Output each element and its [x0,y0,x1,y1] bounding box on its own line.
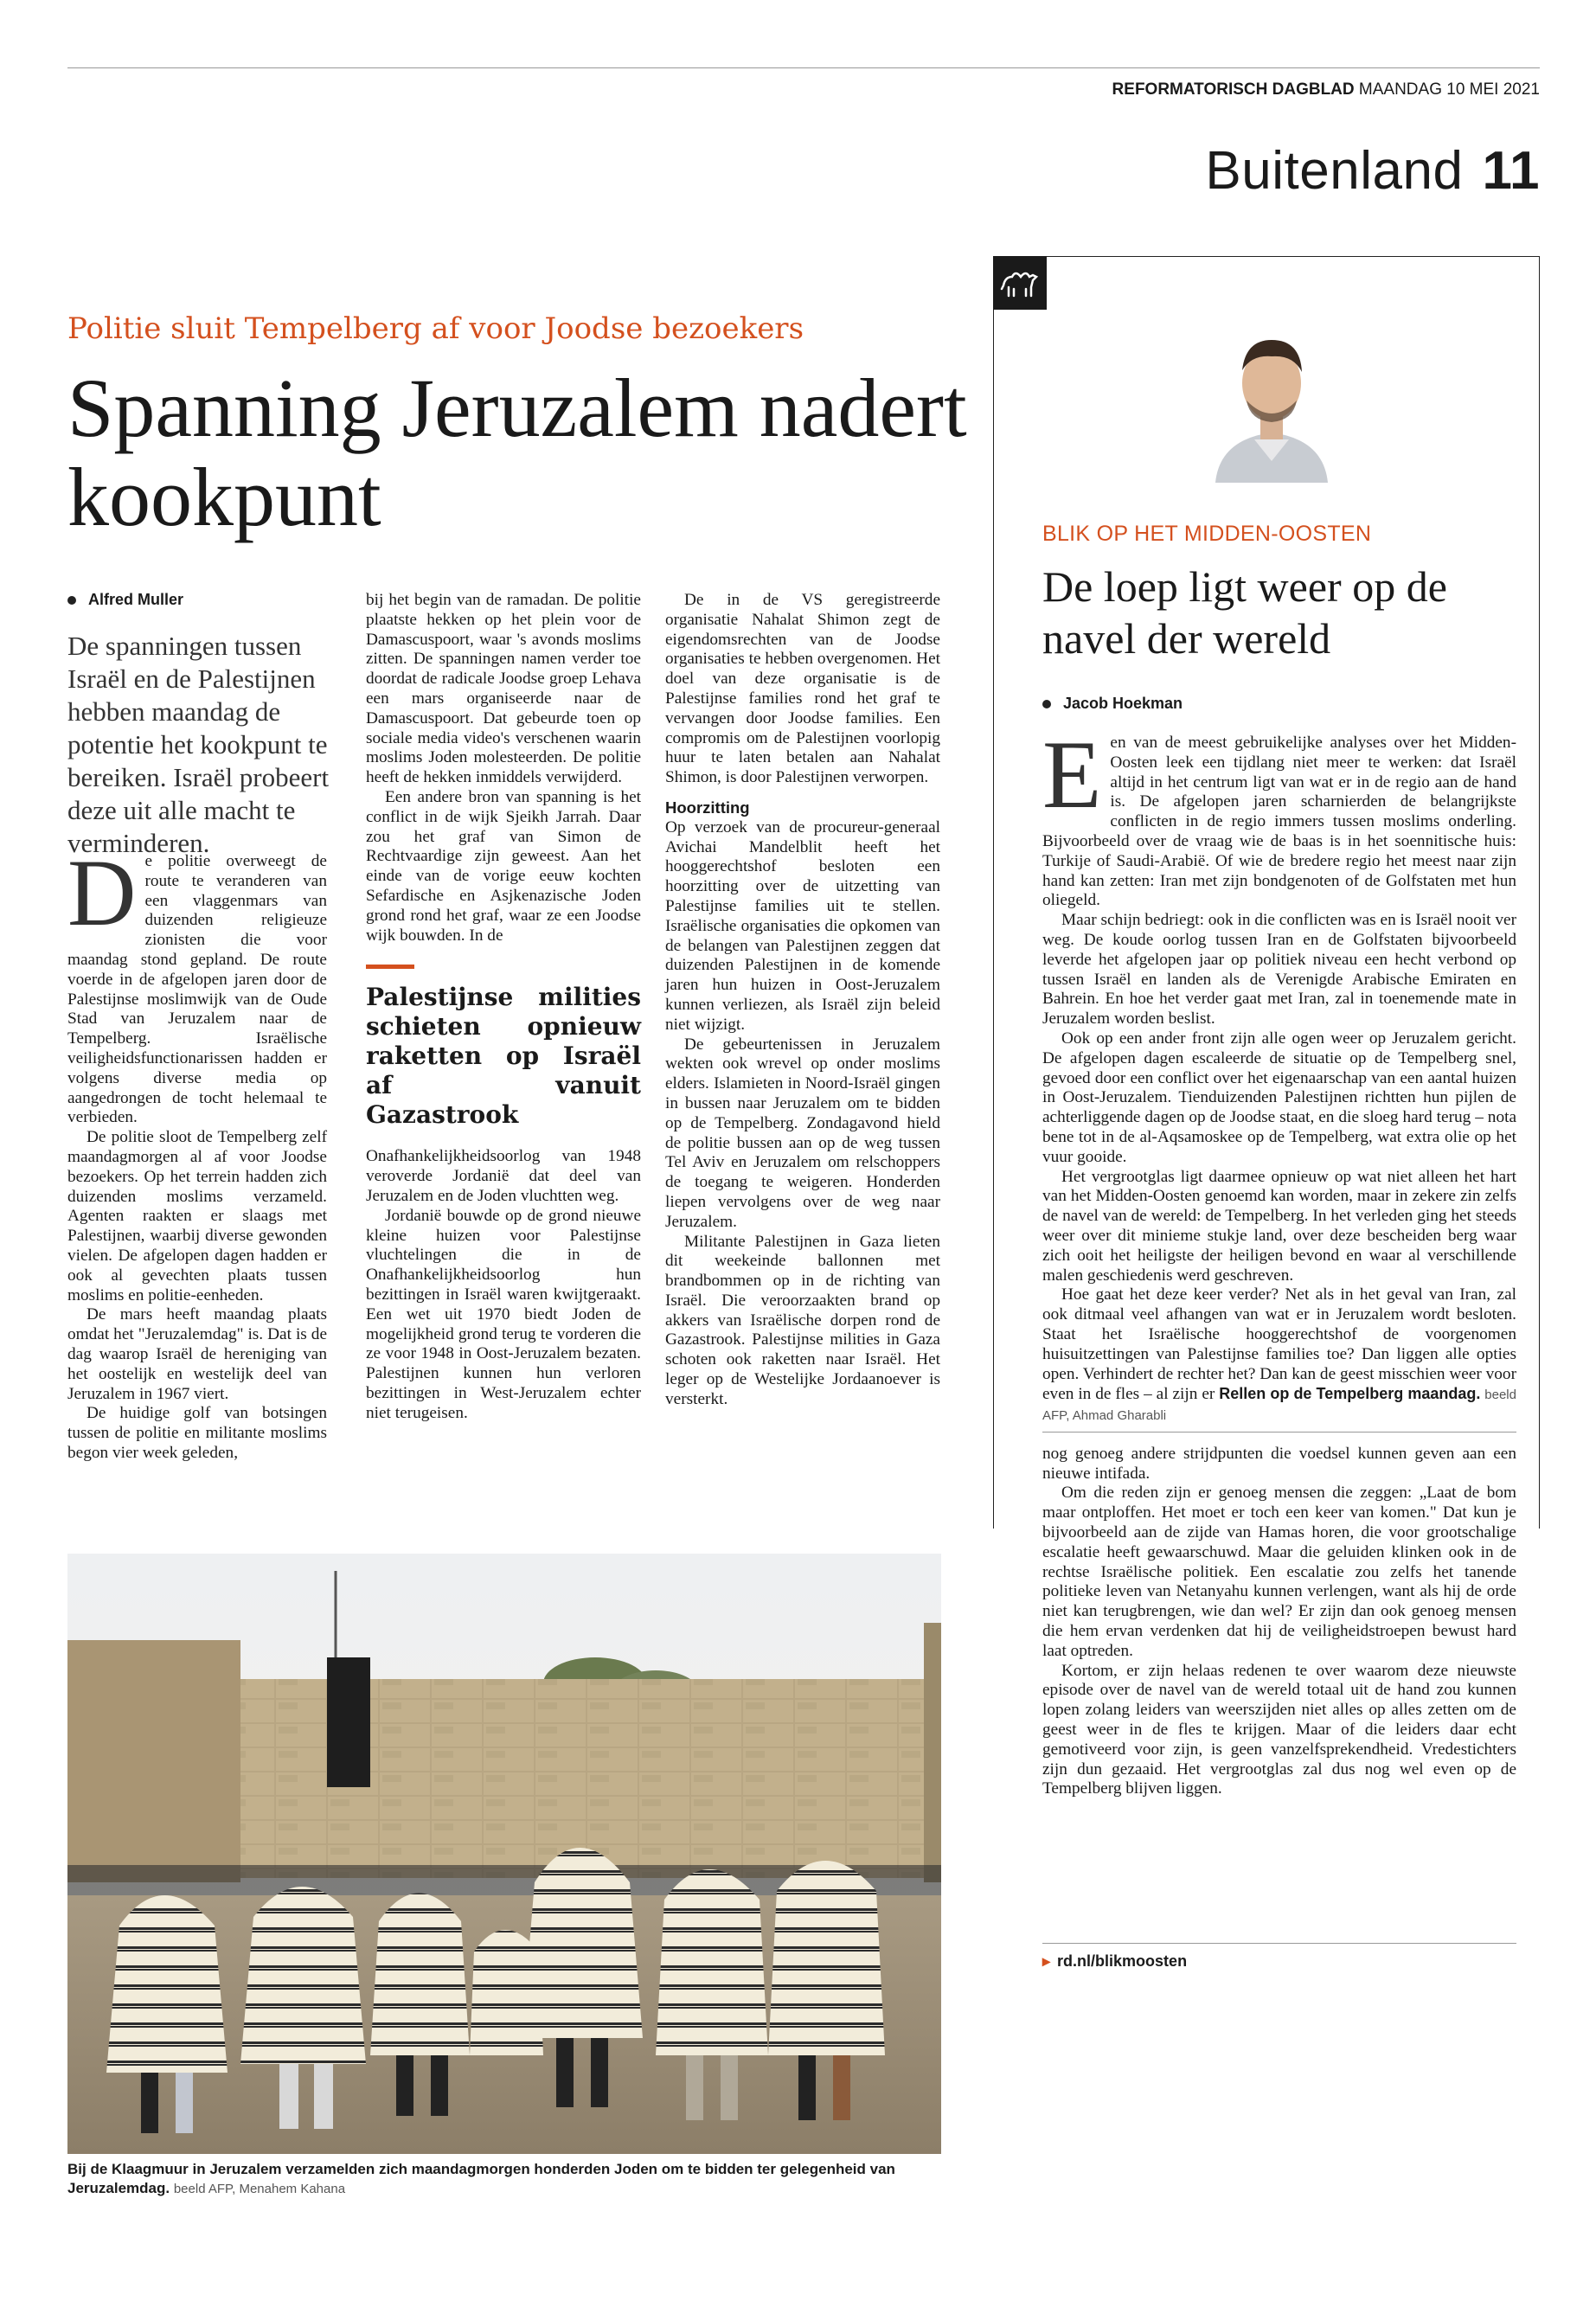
paragraph: Kortom, er zijn helaas redenen te over waarom deze nieuwste episode over de navel van de wereld totaal uit de hand zou kunnen lopen zolang leiders van weerszijden niet alles op alles zetten om de geest weer in de fles te krijgen. Maar of die leiders daar echt gemotiveerd voor zijn, is geen vanzelfsprekendheid. Vredestichters zijn dun gezaaid. Het vergrootglas zal dus nog wel even op de Tempelberg blijven liggen. [1042,1661,1516,1798]
article-column-3 [665,591,940,1410]
top-rule [67,67,1540,68]
article-column-2 [366,591,641,1424]
drop-cap: E [1042,721,1102,829]
photo-credit: beeld AFP, Menahem Kahana [173,2182,346,2196]
article-intro: De spanningen tussen Israël en de Palestijnen hebben maandag de potentie het kookpunt te bereiken. Israël probeert deze uit alle macht te verminderen. [67,631,330,858]
paragraph: Om die reden zijn er genoeg mensen die zeggen: „Laat de bom maar ontploffen. Het moet er toch een keer van komen." Dat kun je bijvoorbeeld aan de zijde van Hamas horen, die voor grootschalige escalatie heeft gewaarschuwd. Maar die geluiden klinken ook in de rechtse Israëlische politiek. Een escalatie zou zelfs het tanende politieke leven van Netanyahu kunnen verlengen, want als hij de orde niet kan terugbrengen, wie dan wel? Er zijn dan ook genoeg mensen die hem ervan verdenken dat hij de veiligheidstroepen bewust hard laat optreden. [1042,1484,1516,1660]
byline-bullet-icon [1042,700,1051,708]
masthead [1112,80,1540,99]
photo-caption [67,2160,943,2199]
link-text[interactable]: rd.nl/blikmoosten [1057,1952,1188,1970]
camel-icon [993,256,1047,310]
drop-cap: D [67,840,137,945]
arrow-icon: ▸ [1042,1952,1051,1970]
paragraph: Militante Palestijnen in Gaza lieten dit weekeinde ballonnen met brandbommen op in de richting van Israël. Die veroorzaakten brand op akkers van Israëlische dorpen rond de Gazastrook. Palestijnse milities in Gaza schoten ook raketten naar Israël. Het leger op de Westelijke Jordaanoever is versterkt. [665,1232,940,1408]
paragraph: Ook op een ander front zijn alle ogen weer op Jeruzalem gericht. De afgelopen dagen escaleerde de situatie op de Tempelberg snel, gevoed door een conflict over het eigenaarschap van een aantal huizen in Oost-Jeruzalem. Tienduizenden Palestijnen richtten hun pijlen de achterliggende dagen op de Joodse staat, en die sloeg hard terug – nota bene tot in de al-Aqsamoskee op de Tempelberg, wat extra olie op het vuur gooide. [1042,1029,1516,1166]
caption-text: Bij de Klaagmuur in Jeruzalem verzamelden zich maandagmorgen honderden Joden om te bidden ter gelegenheid van Jeruzalemdag. [67,2161,895,2196]
article-headline: Spanning Jeruzalem nadert kookpunt [67,362,967,543]
author-portrait [1207,318,1336,483]
paragraph: De mars heeft maandag plaats omdat het "Jeruzalemdag" is. Dat is de dag waarop Israël de hereniging van het oostelijk en westelijk deel van Jeruzalem in 1967 viert. [67,1305,327,1403]
author-name: Jacob Hoekman [1063,695,1183,712]
paragraph: bij het begin van de ramadan. De politie plaatste hekken op het plein voor de Damascuspoort, waar 's avonds moslims zitten. De spanningen namen verder toe doordat de radicale Joodse groep Lehava een mars organiseerde naar de Damascuspoort. Dat gebeurde toen op sociale media video's verschenen waarin moslims Joden molesteerden. De politie heeft de hekken inmiddels verwijderd. [366,591,641,787]
issue-date: MAANDAG 10 MEI 2021 [1358,80,1540,99]
page-number: 11 [1482,141,1540,201]
paper-name: REFORMATORISCH DAGBLAD [1112,80,1355,99]
paragraph: De in de VS geregistreerde organisatie Nahalat Shimon zegt de eigendomsrechten van de Joodse organisaties te hebben overgenomen. Het doel van deze organisatie is de Palestijnse families rond het graf te vervangen door Joodse families. Een compromis om de Palestijnen voorlopig huur te laten betalen aan Nahalat Shimon, is door Palestijnen verworpen. [665,591,940,787]
paragraph: Jordanië bouwde op de grond nieuwe kleine huizen voor Palestijnse vluchtelingen die in de Onafhankelijkheidsoorlog hun bezittingen in Israël waren kwijtgeraakt. Een wet uit 1970 biedt Joden de mogelijkheid grond terug te vorderen die ze voor 1948 in Oost-Jeruzalem bezaten. Palestijnen kunnen hun verloren bezittingen in West-Jeruzalem echter niet terugeisen. [366,1206,641,1422]
paragraph: De politie sloot de Tempelberg zelf maandagmorgen al af voor Joodse bezoekers. Op het terrein hadden zich duizenden moslims verzameld. Agenten raakten er slaags met Palestijnen, waarbij diverse gewonden vielen. De afgelopen dagen hadden er ook al gevechten plaats tussen moslims en politie-eenheden. [67,1128,327,1304]
byline-bullet-icon [67,596,76,605]
paragraph: Maar schijn bedriegt: ook in die conflicten was en is Israël nooit ver weg. De koude oorlog tussen Iran en de Golfstaten bijvoorbeeld leverde het afgelopen jaar op politiek niveau een hecht verbond op tussen Israël en landen als de Verenigde Arabische Emiraten en Bahrein. En hoe het verder gaat met Iran, zal in toenemende mate in Jeruzalem worden beslist. [1042,911,1516,1029]
paragraph: nog genoeg andere strijdpunten die voedsel kunnen geven aan een nieuwe intifada. [1042,1444,1516,1483]
paragraph: Op verzoek van de procureur-generaal Avichai Mandelblit heeft het hooggerechtshof besloten een hoorzitting over de uitzetting van Palestijnse families uit te stellen. Israëlische organisaties die opkomen van de belangen van Palestijnen zeggen dat duizenden Palestijnen in de komende jaren hun huizen in Oost-Jeruzalem kunnen verliezen, als Israël zijn beleid niet wijzigt. [665,817,940,1034]
paragraph: Een van de meest gebruikelijke analyses over het Midden-Oosten leek een tijdlang niet meer te werken: dat Israël altijd in het centrum ligt van wat er in de regio aan de hand is. De afgelopen jaren scharnierden de belangrijkste conflicten in de regio immers tussen moslims onderling. Bijvoorbeeld over de vraag wie de baas is in het soennitische huis: Turkije of Saudi-Arabië. Of wie de bredere regio het meest naar zijn hand kan zetten: Iran met zijn bondgenoten of de Golfstaten met hun oliegeld. [1042,721,1516,910]
column-link[interactable] [1042,1943,1516,1971]
paragraph: Onafhankelijkheidsoorlog van 1948 veroverde Jordanië dat deel van Jeruzalem en de Joden vluchtten weg. [366,1147,641,1205]
column-kicker: BLIK OP HET MIDDEN-OOSTEN [1042,522,1372,546]
paragraph: De huidige golf van botsingen tussen de politie en militante moslims begon vier week geleden, [67,1404,327,1462]
western-wall-photo [67,1554,941,2154]
inline-photo-credit: beeld AFP, Ahmad Gharabli [1042,1388,1516,1424]
paragraph: De gebeurtenissen in Jeruzalem wekten ook wrevel op onder moslims elders. Islamieten in Noord-Israël gingen in bussen naar Jeruzalem om te bidden op de Tempelberg. Zondagavond hield de politie bussen aan op de weg tussen Tel Aviv en Jeruzalem om relschoppers de toegang te weigeren. Honderden liepen vervolgens over de weg naar Jeruzalem. [665,1035,940,1231]
article-byline [67,591,183,609]
column-byline [1042,695,1183,713]
column-body [1042,721,1516,1799]
section-name: Buitenland [1205,141,1464,201]
author-name: Alfred Muller [88,591,184,608]
paragraph: De politie overweegt de route te veranderen van een vlaggenmars van duizenden religieuze zionisten die voor maandag stond gepland. De route voerde in de afgelopen jaren door de Palestijnse moslimwijk van de Oude Stad van Jeruzalem naar de Tempelberg. Israëlische veiligheidsfunctionarissen hadden er volgens diverse media op aangedrongen de tocht helemaal te verbieden. [67,840,327,1127]
column-headline: De loep ligt weer op de navel der wereld [1042,562,1447,663]
inline-photo-caption: Rellen op de Tempelberg maandag. [1219,1385,1481,1403]
article-column-1 [67,840,327,1464]
paragraph: Een andere bron van spanning is het conflict in de wijk Sjeikh Jarrah. Daar zou het graf van Simon de Rechtvaardige zijn geweest. Aan het einde van de vorige eeuw kochten Sefardische en Asjkenazische Joden grond rond het graf, waar ze een Joodse wijk bouwden. In de [366,787,641,945]
paragraph: Hoe gaat het deze keer verder? Net als in het geval van Iran, zal ook ditmaal veel afhangen van wat er in Jeruzalem wordt besloten. Staat het Israëlische hooggerechtshof de voorgenomen huisuitzettingen van Palestijnse families toe? Dan liggen alle opties open. Verhindert de rechter het? Dan kan de geest misschien weer voor even in de fles – al zijn er Rellen op de Tempelberg maandag. beeld AFP, Ahmad Gharabli [1042,1285,1516,1424]
subheading: Hoorzitting [665,798,750,817]
western-wall-image [67,1554,941,2154]
article-kicker: Politie sluit Tempelberg af voor Joodse bezoekers [67,311,804,346]
section-header [1205,140,1540,202]
pull-heading: Palestijnse milities schieten opnieuw raketten op Israël af vanuit Gazastrook [366,983,641,1130]
paragraph: Het vergrootglas ligt daarmee opnieuw op wat niet alleen het hart van het Midden-Oosten genoemd kan worden, maar in zekere zin zelfs de navel van de wereld: de Tempelberg. In het verleden ging het steeds weer over dit minieme stukje land, over deze bescheiden berg waar zich ooit het heiligste der heiligen bevond en waar al verschillende malen geschiedenis werd geschreven. [1042,1167,1516,1285]
